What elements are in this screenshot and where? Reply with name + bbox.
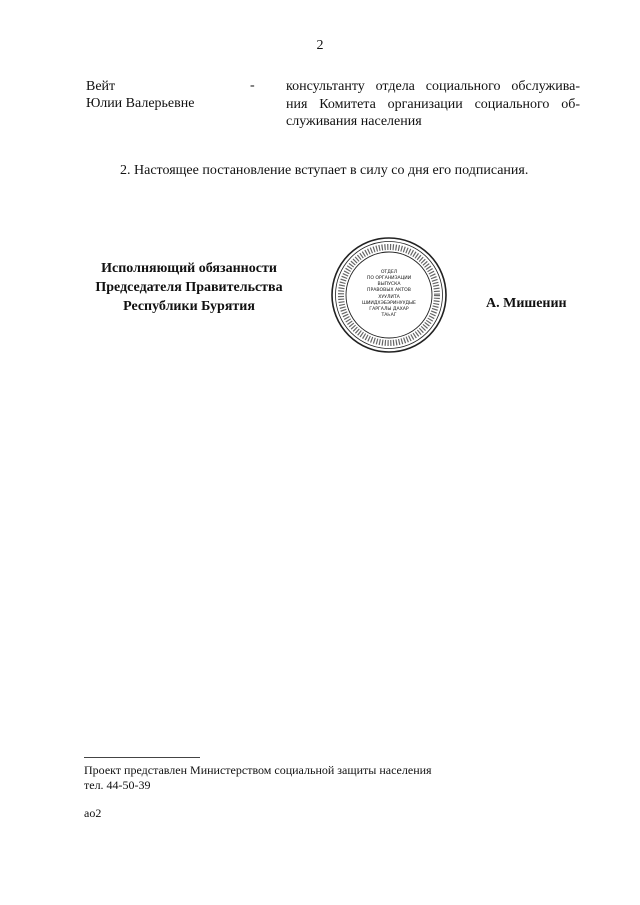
page-number: 2 [316, 38, 324, 53]
appointee-name [86, 78, 246, 112]
footer-project-note: Проект представлен Министерством социальной защиты населения [84, 763, 432, 777]
seal-text-line-2: ПО ОРГАНИЗАЦИИ [366, 276, 412, 281]
signature-title [84, 259, 294, 316]
signature-title-line-1: Исполняющий обязанности [101, 261, 277, 276]
appointee-surname: Вейт [86, 79, 116, 94]
paragraph-2: 2. Настоящее постановление вступает в силу со дня его подписания. [120, 163, 529, 178]
seal-text-line-8: ТАҺАГ [381, 313, 397, 318]
seal-text-line-5: ХУУЛИТА [378, 295, 400, 300]
signature-title-line-3: Республики Бурятия [123, 299, 255, 314]
signature-title-line-2: Председателя Правительства [95, 280, 283, 295]
seal-text-line-4: ПРАВОВЫХ АКТОВ [367, 288, 411, 293]
appointee-given-names: Юлии Валерьевне [86, 96, 195, 111]
seal-text-line-3: ВЫПУСКА [377, 282, 401, 287]
footer-phone: тел. 44-50-39 [84, 778, 151, 792]
position-line-3: служивания населения [286, 114, 422, 129]
seal-text-line-1: ОТДЕЛ [380, 270, 398, 275]
position-line-2: ния Комитета организации социального об- [286, 96, 580, 112]
official-seal-icon [330, 236, 448, 354]
seal-text-line-6: ШИИДХЭБЭРИНУУДЫЕ [362, 301, 416, 306]
footer-code: ао2 [84, 806, 102, 820]
appointee-dash: - [250, 78, 255, 93]
footnote-divider [84, 757, 200, 758]
appointee-position [286, 78, 580, 131]
signer-name: А. Мишенин [486, 296, 567, 311]
position-line-1: консультанту отдела социального обслужива- [286, 79, 580, 94]
seal-text-line-7: ГАРГАЛЫ ДАХАР [369, 307, 409, 312]
